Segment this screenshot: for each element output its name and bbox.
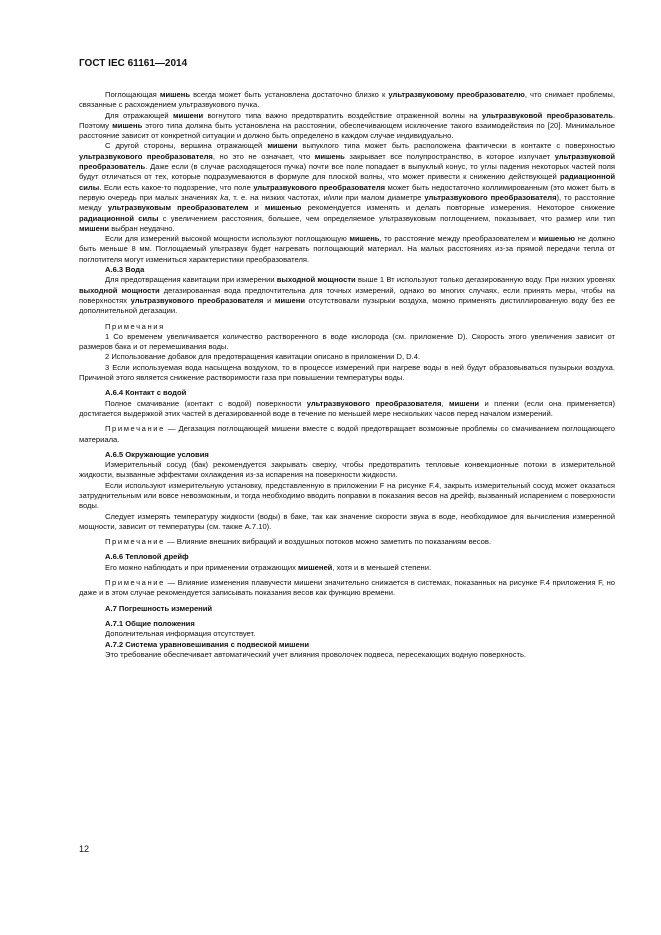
paragraph: Для предотвращения кавитации при измерении выходной мощности выше 1 Вт используют только дегазированную воду. При низких уровнях выходной мощности дегазированная вода предпочтительна для точных измерений, однако во многих случаях, если принять меры, чтобы на поверхностях ультразвукового преобразователя и мишени отсутствовали пузырьки воздуха, можно применять дистиллированную воду без ее дополнительной дегазации. [79,275,616,316]
section-heading-a63: А.6.3 Вода [105,265,145,275]
note: Примечание — Влияние изменения плавучести мишени значительно снижается в системах, показанных на рисунке F.4 приложения F, но даже и в этом случае рекомендуется записывать показания весов как функцию времени. [79,578,615,598]
section-heading-a71: А.7.1 Общие положения [105,618,195,628]
paragraph: Измерительный сосуд (бак) рекомендуется закрывать сверху, чтобы предотвратить тепловые конвекционные потоки в измерительной жидкости, вызванные эффектами охлаждения из-за испарения на поверхности жидкости. [79,460,615,480]
note: Примечание — Дегазация поглощающей мишени вместе с водой предотвращает возможные проблемы со смачиванием поглощающего материала. [79,424,615,444]
note-item: 1 Со временем увеличивается количество растворенного в воде кислорода (см. приложение D). Скорость этого увеличения зависит от размеров бака и от перемешивания воды. [79,331,615,352]
document-body [79,90,615,660]
section-heading-a72: А.7.2 Система уравновешивания с подвеской мишени [105,639,309,649]
paragraph: Его можно наблюдать и при применении отражающих мишеней, хотя и в меньшей степени. [105,562,432,572]
note-item: 2 Использование добавок для предотвращения кавитации описано в приложении D, D.4. [105,352,421,362]
note-item: 3 Если используемая вода насыщена воздухом, то в процессе измерений при нагреве воды в ней будут образовываться пузырьки воздуха. Причиной этого является снижение растворимости газа при повышении температуры воды. [79,362,615,383]
paragraph: Поглощающая мишень всегда может быть установлена достаточно близко к ультразвуковому преобразователю, что снимает проблемы, связанные с расхождением ультразвукового пучка. [79,90,615,110]
paragraph: Для отражающей мишени вогнутого типа важно предотвратить воздействие отраженной волны на ультразвуковой преобразователь. Поэтому мишень этого типа должна быть установлена на расстоянии, обеспечивающем исключение такого взаимодействия по [20]. Минимальное расстояние зависит от конкретной ситуации и должно быть определено в каждом случае индивидуально. [79,110,616,141]
section-heading-a64: А.6.4 Контакт с водой [105,388,187,398]
note: Примечание — Влияние внешних вибраций и воздушных потоков можно заметить по показаниям весов. [105,537,492,547]
page-header-title: ГОСТ IEC 61161—2014 [79,58,188,69]
section-heading-a65: А.6.5 Окружающие условия [105,449,209,459]
paragraph: Дополнительная информация отсутствует. [105,629,256,639]
page-number: 12 [79,844,90,854]
notes-label: Примечания [105,321,165,331]
paragraph: Если используют измерительную установку, представленную в приложении F на рисунке F.4, закрыть измерительный сосуд может оказаться затруднительным или вовсе невозможным, и тогда необходимо вводить поправки в показания весов на дрейф, вызванный испарением с поверхности воды. [79,480,615,511]
section-heading-a66: А.6.6 Тепловой дрейф [105,552,189,562]
paragraph: С другой стороны, вершина отражающей мишени выпуклого типа может быть расположена фактически в контакте с поверхностью ультразвукового преобразователя, но это не означает, что мишень закрывает все полупространство, в которое излучает ультразвуковой преобразователь. Даже если (в случае расходящегося пучка) почти все поле попадает в выпуклый конус, то углы падения некоторых частей поля будут отличаться от тех, которые подразумеваются в формуле для плоской волны, что может привести к снижению действующей радиационной силы. Если есть какое-то подозрение, что поле ультразвукового преобразователя может быть недостаточно коллимированным (это может быть в первую очередь при малых значениях ka, т. е. на низких частотах, и/или при малом диаметре ультразвукового преобразователя), то расстояние между ультразвуковым преобразователем и мишенью рекомендуется изменять и делать повторные измерения. Некоторое снижение радиационной силы с увеличением расстояния, большее, чем определяемое ультразвуковым поглощением, показывает, что размер или тип мишени выбран неудачно. [79,141,615,233]
paragraph: Это требование обеспечивает автоматический учет влияния проволочек подвеса, пересекающих водную поверхность. [105,649,527,659]
paragraph: Следует измерять температуру жидкости (воды) в баке, так как значение скорости звука в воде, необходимое для вычисления измеренной мощности, зависит от температуры (см. также А.7.10). [79,511,615,531]
paragraph: Если для измерений высокой мощности используют поглощающую мишень, то расстояние между преобразователем и мишенью не должно быть меньше 8 мм. Поглощаемый ультразвук будет нагревать поглощающий материал. На малых расстояниях из-за прямой передачи тепла от поглотителя могут измениться характеристики преобразователя. [79,234,616,264]
paragraph: Полное смачивание (контакт с водой) поверхности ультразвукового преобразователя, мишени и пленки (если она применяется) достигается выдержкой этих частей в дегазированной воде в течение по меньшей мере нескольких часов перед началом измерений. [79,398,615,418]
section-heading-a7: А.7 Погрешность измерений [105,603,213,613]
